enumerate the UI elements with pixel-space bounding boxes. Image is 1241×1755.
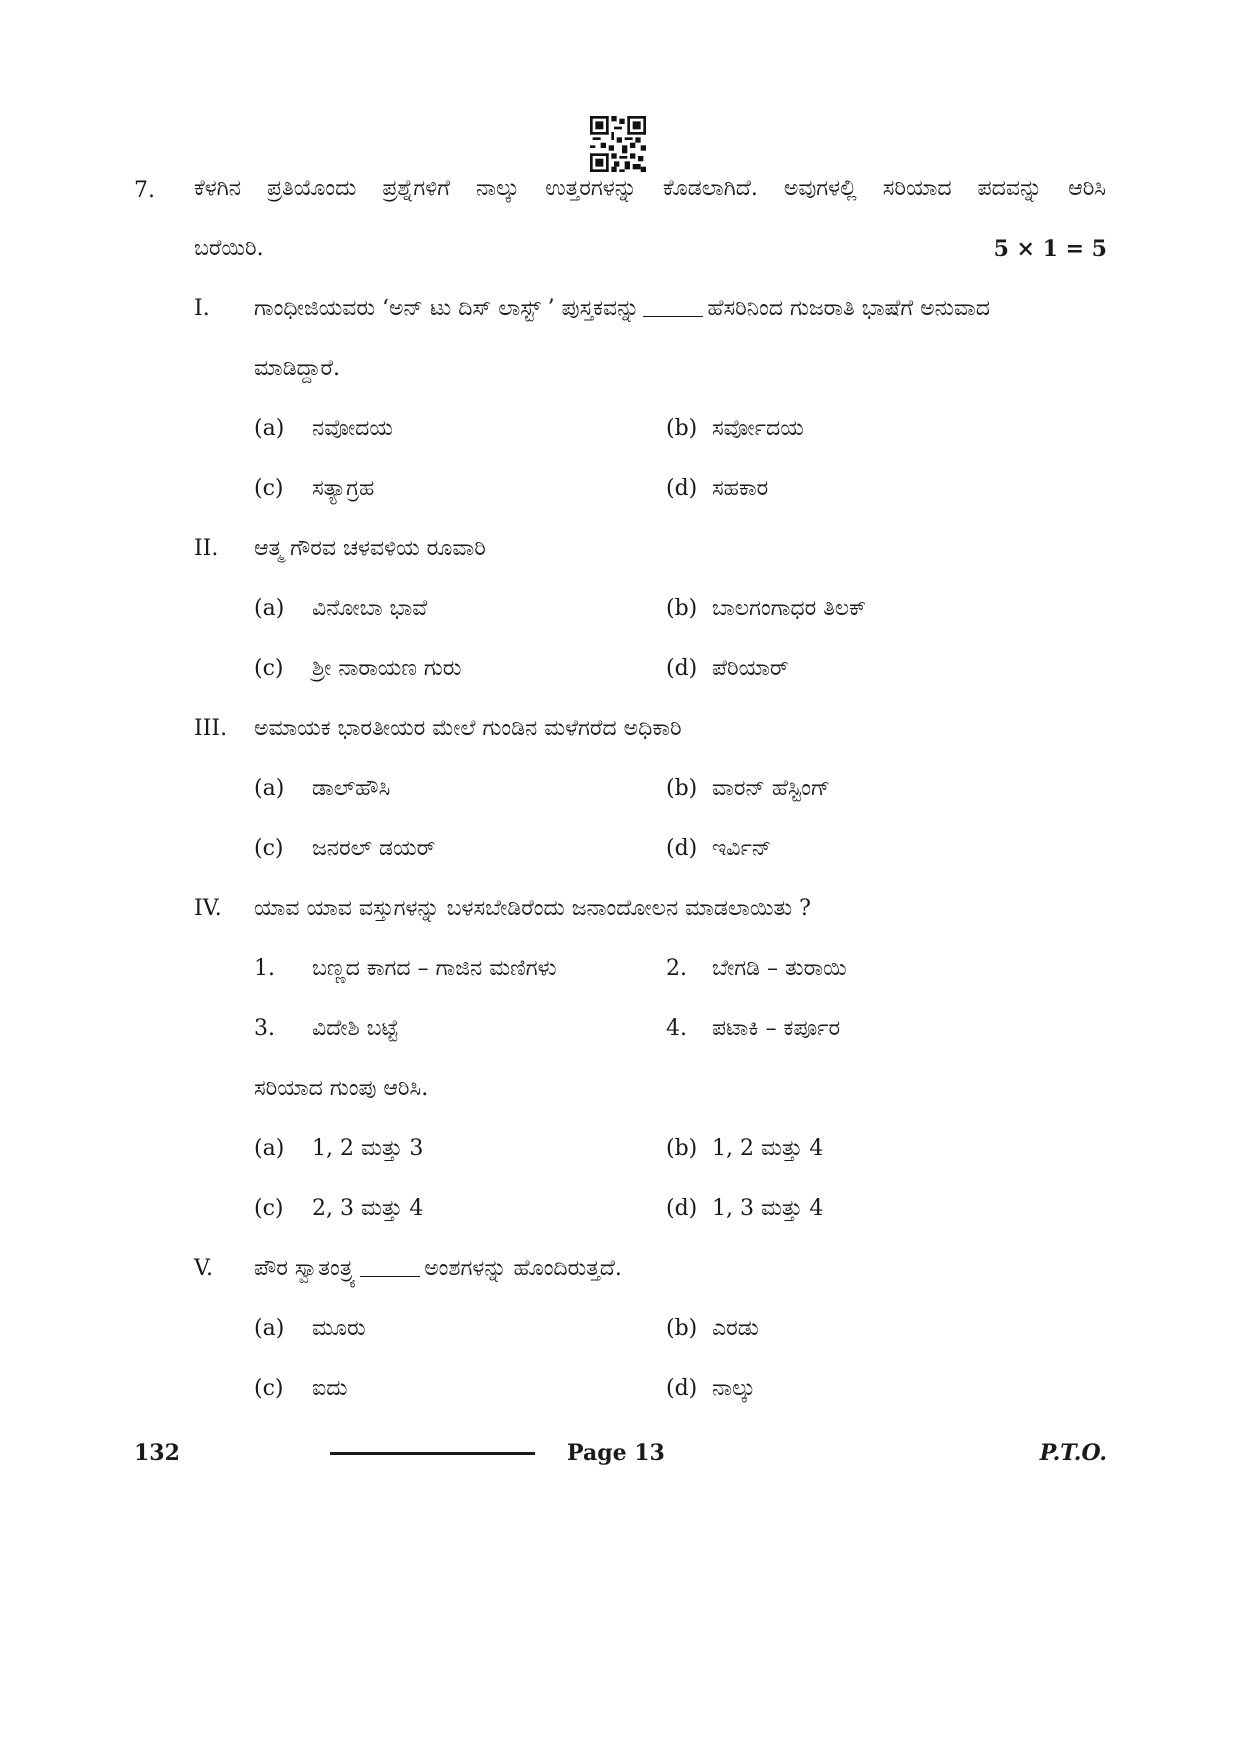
- option-text: ಸತ್ಯಾಗ್ರಹ: [312, 476, 375, 501]
- option-text: 2, 3 ಮತ್ತು 4: [312, 1196, 424, 1221]
- option-text: ಮೂರು: [312, 1316, 366, 1341]
- option-text: 1, 3 ಮತ್ತು 4: [712, 1196, 824, 1221]
- option-label: (c): [254, 476, 284, 501]
- option-label: (b): [666, 596, 698, 621]
- option-label: (d): [666, 656, 698, 681]
- option-text: ಸರ್ವೋದಯ: [712, 416, 804, 441]
- option-label: (b): [666, 776, 698, 801]
- option-text: ವಾರನ್ ಹೆಸ್ಟಿಂಗ್: [712, 776, 831, 801]
- question-intro-line2: ಬರೆಯಿರಿ.: [194, 236, 264, 261]
- list-item-text: ಪಟಾಕಿ – ಕರ್ಪೂರ: [712, 1016, 841, 1041]
- pto-label: P.T.O.: [1039, 1440, 1107, 1466]
- subquestion-5-number: V.: [194, 1256, 214, 1281]
- option-label: (c): [254, 836, 284, 861]
- list-item-number: 4.: [666, 1016, 687, 1041]
- option-label: (b): [666, 1136, 698, 1161]
- subquestion-4-stem: ಯಾವ ಯಾವ ವಸ್ತುಗಳನ್ನು ಬಳಸಬೇಡಿರೆಂದು ಜನಾಂದೋಲನ ಮಾಡಲಾಯಿತು ?: [254, 896, 811, 921]
- option-label: (d): [666, 476, 698, 501]
- subquestion-3-stem: ಅಮಾಯಕ ಭಾರತೀಯರ ಮೇಲೆ ಗುಂಡಿನ ಮಳೆಗರೆದ ಅಧಿಕಾರಿ: [254, 716, 682, 741]
- subquestion-2-number: II.: [194, 536, 219, 561]
- answer-blank: [643, 316, 703, 317]
- page-number: Page 13: [567, 1440, 665, 1466]
- list-item-number: 1.: [254, 956, 275, 981]
- option-label: (a): [254, 1136, 285, 1161]
- subquestion-1-stem: [254, 296, 990, 321]
- option-text: ಎರಡು: [712, 1316, 759, 1341]
- list-item-number: 3.: [254, 1016, 275, 1041]
- subquestion-3-number: III.: [194, 716, 228, 741]
- stem-text-part2: ಹೆಸರಿನಿಂದ ಗುಜರಾತಿ ಭಾಷೆಗೆ ಅನುವಾದ: [707, 296, 990, 321]
- option-text: ಪೆರಿಯಾರ್: [712, 656, 789, 681]
- option-label: (d): [666, 1376, 698, 1401]
- option-label: (c): [254, 656, 284, 681]
- option-label: (a): [254, 776, 285, 801]
- subquestion-1-number: I.: [194, 296, 210, 321]
- option-text: ಡಾಲ್‌ಹೌಸಿ: [312, 776, 391, 801]
- option-label: (c): [254, 1196, 284, 1221]
- option-text: ನಾಲ್ಕು: [712, 1376, 756, 1401]
- paper-code: 132: [134, 1440, 180, 1466]
- stem-text-part1: ಗಾಂಧೀಜಿಯವರು ‘ಅನ್ ಟು ದಿಸ್ ಲಾಸ್ಟ್ ’ ಪುಸ್ತಕವನ್ನು: [254, 296, 640, 321]
- option-text: ಬಾಲಗಂಗಾಧರ ತಿಲಕ್: [712, 596, 867, 621]
- subquestion-1-stem-line2: ಮಾಡಿದ್ದಾರೆ.: [254, 356, 341, 381]
- option-text: ಶ್ರೀ ನಾರಾಯಣ ಗುರು: [312, 656, 462, 681]
- question-intro-line1: ಕೆಳಗಿನ ಪ್ರತಿಯೊಂದು ಪ್ರಶ್ನೆಗಳಿಗೆ ನಾಲ್ಕು ಉತ್ತರಗಳನ್ನು ಕೊಡಲಾಗಿದೆ. ಅವುಗಳಲ್ಲಿ ಸರಿಯಾದ ಪದವನ್ನು ಆರಿಸಿ: [194, 176, 1106, 201]
- option-text: ಇರ್ವಿನ್: [712, 836, 772, 861]
- option-label: (a): [254, 596, 285, 621]
- stem-text-part2: ಅಂಶಗಳನ್ನು ಹೊಂದಿರುತ್ತದೆ.: [424, 1256, 622, 1281]
- option-text: ನವೋದಯ: [312, 416, 393, 441]
- question-marks: 5 × 1 = 5: [993, 236, 1107, 262]
- option-text: 1, 2 ಮತ್ತು 4: [712, 1136, 824, 1161]
- footer-divider: [330, 1452, 535, 1455]
- question-number: 7.: [134, 178, 155, 203]
- subquestion-5-stem: [254, 1256, 622, 1281]
- option-label: (c): [254, 1376, 284, 1401]
- option-text: ಸಹಕಾರ: [712, 476, 769, 501]
- option-label: (b): [666, 416, 698, 441]
- option-text: 1, 2 ಮತ್ತು 3: [312, 1136, 424, 1161]
- list-item-text: ಬೇಗಡಿ – ತುರಾಯಿ: [712, 956, 847, 981]
- subquestion-4-instruction: ಸರಿಯಾದ ಗುಂಪು ಆರಿಸಿ.: [254, 1076, 429, 1101]
- list-item-text: ವಿದೇಶಿ ಬಟ್ಟೆ: [312, 1016, 399, 1041]
- option-label: (a): [254, 1316, 285, 1341]
- option-label: (d): [666, 836, 698, 861]
- option-text: ವಿನೋಬಾ ಭಾವೆ: [312, 596, 428, 621]
- answer-blank: [360, 1276, 420, 1277]
- option-label: (a): [254, 416, 285, 441]
- list-item-number: 2.: [666, 956, 687, 981]
- option-label: (d): [666, 1196, 698, 1221]
- subquestion-2-stem: ಆತ್ಮ ಗೌರವ ಚಳವಳಿಯ ರೂವಾರಿ: [254, 536, 486, 561]
- option-text: ಜನರಲ್ ಡಯರ್: [312, 836, 436, 861]
- option-label: (b): [666, 1316, 698, 1341]
- qr-code-icon: [590, 116, 646, 172]
- option-text: ಐದು: [312, 1376, 348, 1401]
- subquestion-4-number: IV.: [194, 896, 222, 921]
- stem-text-part1: ಪೌರ ಸ್ವಾತಂತ್ರ್ಯ: [254, 1256, 357, 1281]
- list-item-text: ಬಣ್ಣದ ಕಾಗದ – ಗಾಜಿನ ಮಣಿಗಳು: [312, 956, 557, 981]
